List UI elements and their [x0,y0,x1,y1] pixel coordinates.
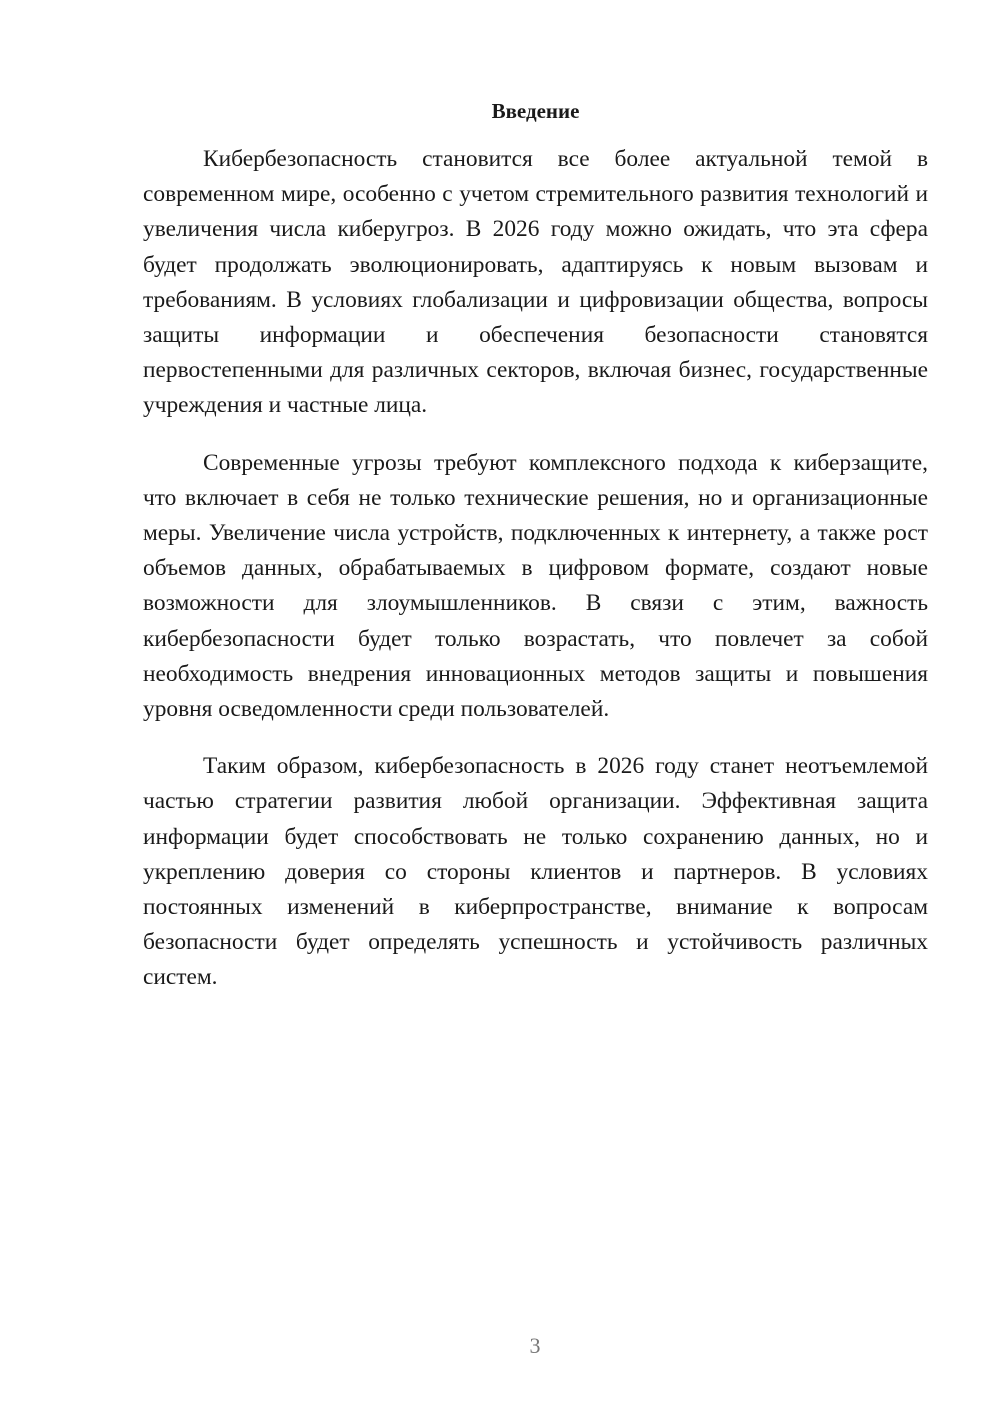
paragraph-2: Современные угрозы требуют комплексного подхода к киберзащите, что включает в себя не только технические решения, но и организационные меры. Увеличение числа устройств, подключенных к интернету, а также рост объемов данных, обрабатываемых в цифровом формате, создают новые возможности для злоумышленников. В связи с этим, важность кибербезопасности будет только возрастать, что повлечет за собой необходимость внедрения инновационных методов защиты и повышения уровня осведомленности среди пользователей. [143,449,928,723]
paragraph-3: Таким образом, кибербезопасность в 2026 году станет неотъемлемой частью стратегии развития любой организации. Эффективная защита информации будет способствовать не только сохранению данных, но и укреплению доверия со стороны клиентов и партнеров. В условиях постоянных изменений в киберпространстве, внимание к вопросам безопасности будет определять успешность и устойчивость различных систем. [143,753,928,991]
section-title: Введение [491,99,580,123]
body-text [143,142,928,1018]
paragraph-1: Кибербезопасность становится все более актуальной темой в современном мире, особенно с учетом стремительного развития технологий и увеличения числа киберугроз. В 2026 году можно ожидать, что эта сфера будет продолжать эволюционировать, адаптируясь к новым вызовам и требованиям. В условиях глобализации и цифровизации общества, вопросы защиты информации и обеспечения безопасности становятся первостепенными для различных секторов, включая бизнес, государственные учреждения и частные лица. [143,146,928,419]
page-number: 3 [529,1333,541,1358]
